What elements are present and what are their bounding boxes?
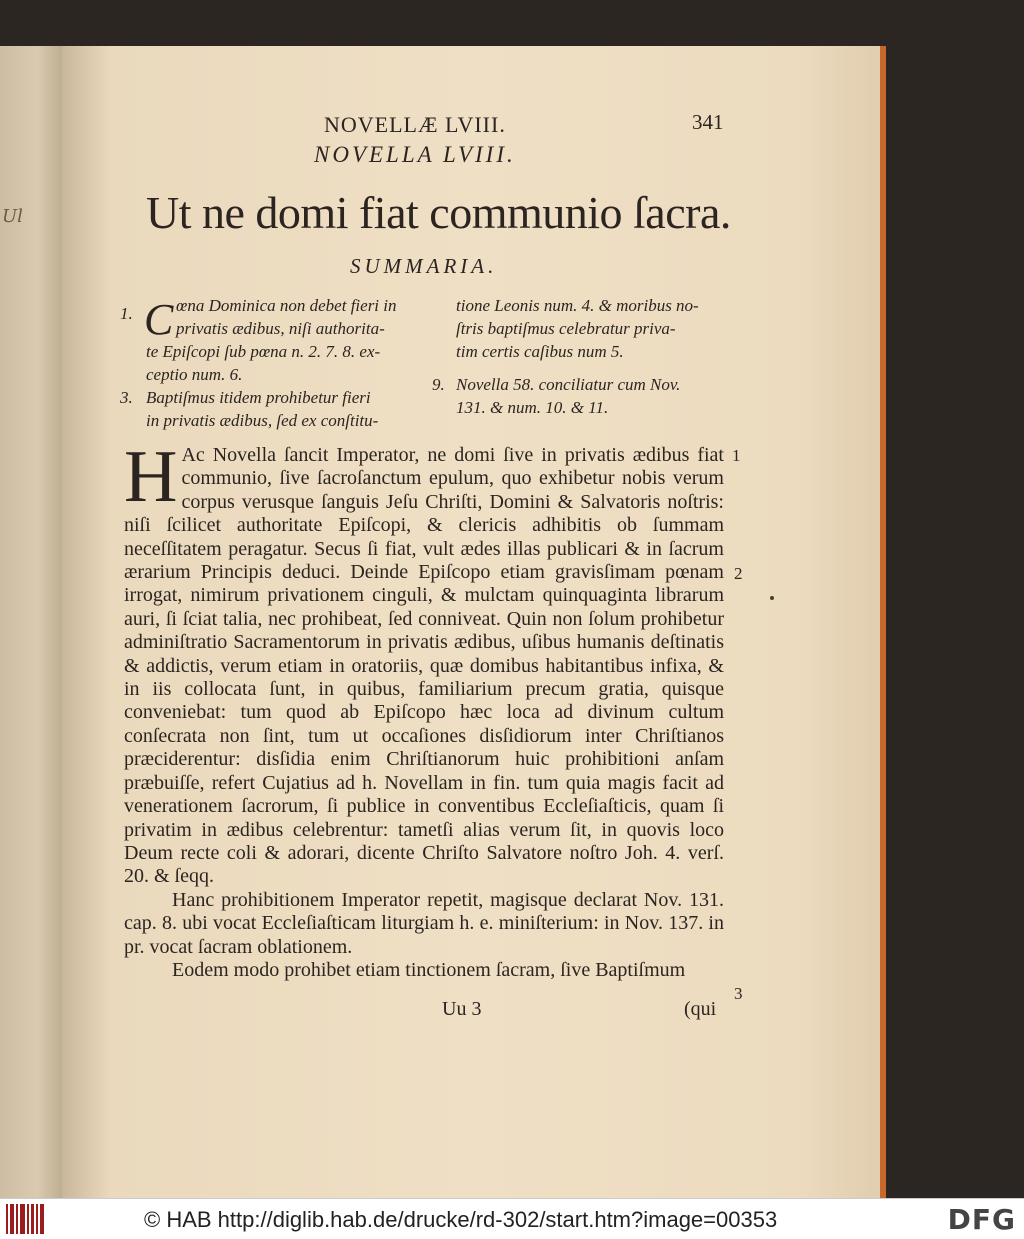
book-page [62, 46, 886, 1198]
summary-line: œna Dominica non debet fieri in [176, 296, 397, 315]
summary-line: tim certis caſibus num 5. [456, 342, 624, 361]
paragraph: Eodem modo prohibet etiam tinctionem ſacram, ſive Baptiſmum [172, 958, 686, 981]
paragraph: Hanc prohibitionem Imperator repetit, magisque declarat Nov. 131. cap. 8. ubi vocat Eccleſiaſticam liturgiam h. e. miniſterium: in Nov. 137. in pr. vocat ſacram oblationem. [124, 888, 724, 958]
page-number: 341 [692, 110, 724, 134]
drop-cap-h: H [124, 436, 178, 518]
previous-page-fragment: Ul [2, 206, 23, 227]
margin-number: 2 [734, 564, 743, 583]
novella-label: NOVELLA LVIII. [314, 142, 516, 167]
summary-line: ceptio num. 6. [146, 365, 243, 384]
summary-number: 9. [432, 375, 445, 394]
drop-cap-c: C [144, 295, 174, 344]
margin-number: 1 [732, 446, 741, 465]
summary-line: in privatis ædibus, ſed ex conſtitu- [146, 411, 379, 430]
viewer-footer [0, 1198, 1024, 1239]
summary-line: 131. & num. 10. & 11. [456, 398, 609, 417]
summary-entry [120, 386, 426, 409]
margin-number: 3 [734, 984, 743, 1003]
summary-number: 1. [120, 304, 133, 323]
paragraph-text: Ac Novella ſancit Imperator, ne domi ſive in privatis ædibus fiat communio, ſive ſacroſanctum epulum, quo exhibetur nobis verum corpus verusque ſanguis Jeſu Chriſti, Domini & Salvatoris noſtris: niſi ſcilicet authoritate Epiſcopi, & clericis adhibitis ob ſummam neceſſitatem peragatur. Secus ſi fiat, vult ædes illas publicari & in ſacrum ærarium Principis deduci. Deinde Epiſcopo etiam gravisſimam pœnam irrogat, nimirum privationem cinguli, & mulctam quinquaginta librarum auri, ſi ſciat talia, nec prohibeat, ſed conniveat. Quin non ſolum prohibetur adminiſtratio Sacramentorum in privatis ædibus, uſibus humanis deſtinatis & addictis, verum etiam in oratoriis, quæ domibus habitantibus infixa, & in iis collocata ſunt, in quibus, familiarium precum gratia, quisque conveniebat: tum quod ab Epiſcopo hæc loca ad divinum cultum conſecrata non ſint, tum ut occaſiones disſidiorum inter Chriſtianos præciderentur: disſidia enim Chriſtianorum huic prohibitioni anſam præbuiſſe, refert Cujatius ad h. Novellam in fin. tum quia magis facit ad venerationem ſacrorum, ſi publice in conventibus Eccleſiaſticis, quam ſi privatim in ædibus celebrentur: tametſi alias verum ſit, in quovis loco Deum recte coli & adorari, dicente Chriſto Salvatore noſtro Joh. 4. verſ. 20. & ſeqq. [124, 444, 724, 888]
summary-line: ſtris baptiſmus celebratur priva- [456, 319, 676, 338]
summary-entry [432, 373, 736, 396]
running-head: NOVELLÆ LVIII. [324, 112, 506, 137]
summaria-right-column [432, 294, 736, 419]
copyright-link[interactable]: © HAB http://diglib.hab.de/drucke/rd-302/start.htm?image=00353 [144, 1207, 778, 1232]
summary-line: tione Leonis num. 4. & moribus no- [456, 296, 699, 315]
catchword: (qui [684, 998, 717, 1020]
summary-number: 3. [120, 388, 133, 407]
dfg-logo: DFG [947, 1203, 1016, 1236]
ink-speck [770, 596, 774, 600]
summaria-left-column [120, 294, 426, 432]
summary-line: te Epiſcopi ſub pœna n. 2. 7. 8. ex- [146, 342, 381, 361]
library-logo-icon [6, 1204, 46, 1234]
paragraph [124, 436, 724, 889]
summary-line: Novella 58. conciliatur cum Nov. [456, 375, 681, 394]
summaria-heading: SUMMARIA. [350, 254, 498, 278]
summary-line: Baptiſmus itidem prohibetur fieri [146, 388, 371, 407]
page-title: Ut ne domi fiat communio ſacra. [146, 187, 731, 238]
signature-mark: Uu 3 [442, 998, 482, 1020]
previous-page-edge [0, 46, 62, 1198]
summary-line: privatis ædibus, niſi authorita- [176, 319, 385, 338]
body-text [124, 436, 724, 982]
